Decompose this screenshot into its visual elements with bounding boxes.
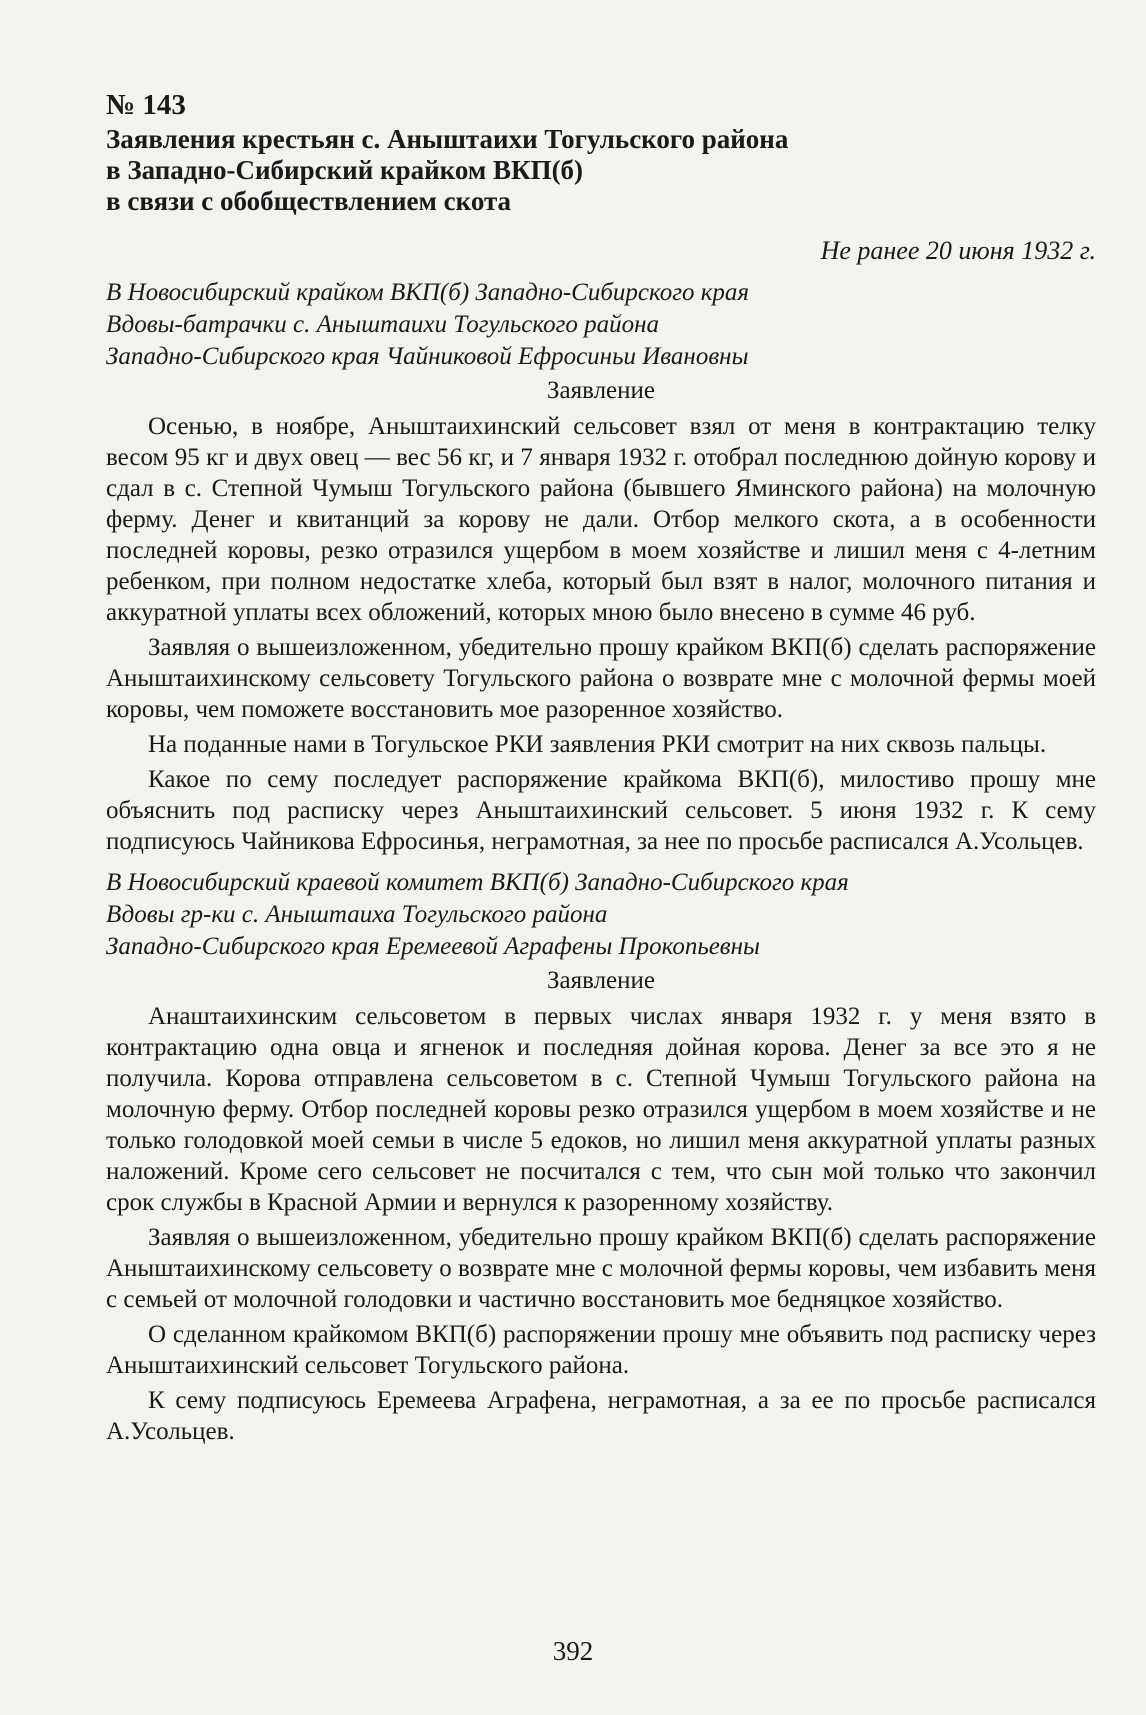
paragraph: Заявляя о вышеизложенном, убедительно прошу крайком ВКП(б) сделать распоряжение Аныштаихинскому сельсовету Тогульского района о возврате мне с молочной фермы моей коровы, чем поможете восстановить мое разоренное хозяйство.	[106, 634, 1096, 723]
title-line: Заявления крестьян с. Аныштаихи Тогульского района	[106, 124, 789, 154]
paragraph: К сему подписуюсь Еремеева Аграфена, неграмотная, а за ее по просьбе расписался А.Усольцев.	[106, 1387, 1096, 1445]
paragraph: Какое по сему последует распоряжение крайкома ВКП(б), милостиво прошу мне объяснить под расписку через Аныштаихинский сельсовет. 5 июня 1932 г. К сему подписуюсь Чайникова Ефросинья, неграмотная, за нее по просьбе расписался А.Усольцев.	[106, 766, 1096, 855]
addressee-block	[106, 867, 1096, 963]
document-page	[106, 88, 1096, 1447]
addressee-line: В Новосибирский краевой комитет ВКП(б) Западно-Сибирского края	[106, 869, 849, 896]
statement-2	[106, 867, 1096, 1447]
addressee-block	[106, 277, 1096, 373]
addressee-line: Западно-Сибирского края Чайниковой Ефросиньи Ивановны	[106, 343, 749, 370]
page-number: 392	[552, 1636, 594, 1666]
paragraph: О сделанном крайкомом ВКП(б) распоряжении прошу мне объявить под расписку через Аныштаихинский сельсовет Тогульского района.	[106, 1321, 1096, 1379]
title-line: в Западно-Сибирский крайком ВКП(б)	[106, 155, 584, 185]
addressee-line: В Новосибирский крайком ВКП(б) Западно-Сибирского края	[106, 279, 750, 306]
statement-heading: Заявление	[546, 377, 656, 404]
paragraph: Заявляя о вышеизложенном, убедительно прошу крайком ВКП(б) сделать распоряжение Аныштаихинскому сельсовету о возврате мне с молочной фермы коровы, чем избавить меня с семьей от молочной голодовки и частично восстановить мое бедняцкое хозяйство.	[106, 1224, 1096, 1313]
paragraph: Осенью, в ноябре, Аныштаихинский сельсовет взял от меня в контрактацию телку весом 95 кг и двух овец — вес 56 кг, и 7 января 1932 г. отобрал последнюю дойную корову и сдал в с. Степной Чумыш Тогульского района (бывшего Яминского района) на молочную ферму. Денег и квитанций за корову не дали. Отбор мелкого скота, а в особенности последней коровы, резко отразился ущербом в моем хозяйстве и лишил меня с 4-летним ребенком, при полном недостатке хлеба, который был взят в налог, молочного питания и аккуратной уплаты всех обложений, которых мною было внесено в сумме 46 руб.	[106, 413, 1096, 626]
paragraph: На поданные нами в Тогульское РКИ заявления РКИ смотрит на них сквозь пальцы.	[148, 731, 1047, 758]
statement-heading: Заявление	[546, 967, 656, 994]
addressee-line: Вдовы-батрачки с. Аныштаихи Тогульского района	[106, 311, 659, 338]
addressee-line: Западно-Сибирского края Еремеевой Аграфены Прокопьевны	[106, 933, 760, 960]
statement-1	[106, 277, 1096, 857]
document-title	[106, 124, 1096, 217]
document-date: Не ранее 20 июня 1932 г.	[820, 236, 1096, 265]
addressee-line: Вдовы гр-ки с. Аныштаиха Тогульского района	[106, 901, 608, 928]
document-number: № 143	[106, 89, 186, 121]
paragraph: Анаштаихинским сельсоветом в первых числах января 1932 г. у меня взято в контрактацию одна овца и ягненок и последняя дойная корова. Денег за все это я не получила. Корова отправлена сельсоветом в с. Степной Чумыш Тогульского района на молочную ферму. Отбор последней коровы резко отразился ущербом в моем хозяйстве и не только голодовкой моей семьи в числе 5 едоков, но лишил меня аккуратной уплаты разных наложений. Кроме сего сельсовет не посчитался с тем, что сын мой только что закончил срок службы в Красной Армии и вернулся к разоренному хозяйству.	[106, 1003, 1096, 1216]
title-line: в связи с обобществлением скота	[106, 186, 512, 216]
